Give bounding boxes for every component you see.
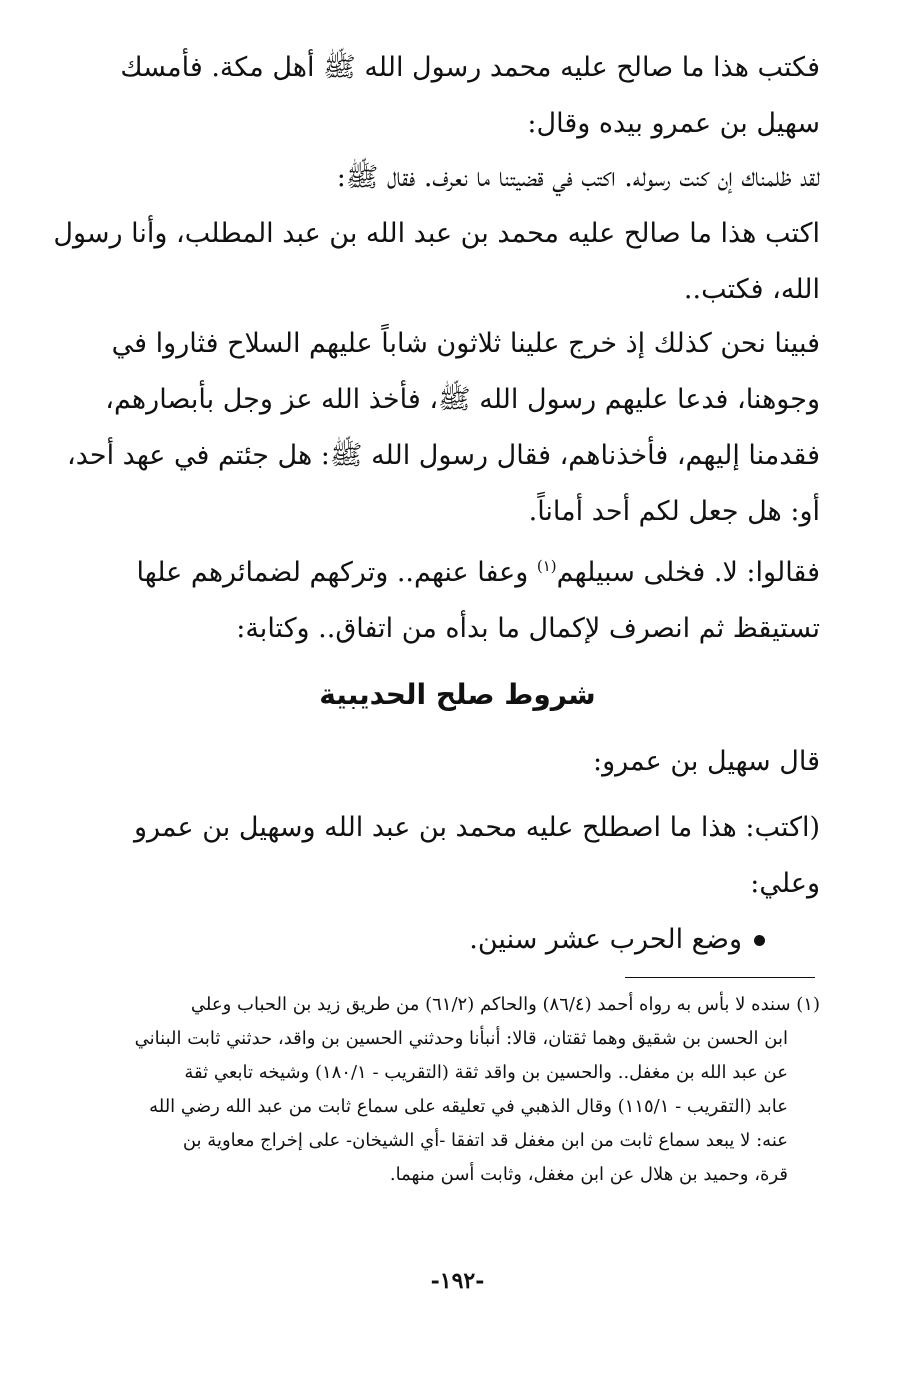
text-line: فقدمنا إليهم، فأخذناهم، فقال رسول الله ﷺ: هل جئتم في عهد أحد، <box>67 440 820 471</box>
text-segment: فقالوا: لا. فخلى سبيلهم <box>556 557 820 588</box>
text-line: قال سهيل بن عمرو: <box>593 746 820 777</box>
section-heading: شروط صلح الحديبية <box>319 678 596 711</box>
text-line: الله، فكتب.. <box>683 274 820 305</box>
footnote-line: عابد (التقريب - ١١٥/١) وقال الذهبي في تعليقه على سماع ثابت من عبد الله رضي الله <box>149 1096 788 1117</box>
text-line: فكتب هذا ما صالح عليه محمد رسول الله ﷺ أهل مكة. فأمسك <box>120 52 820 83</box>
footnote-line: عن عبد الله بن مغفل.. والحسين بن واقد ثقة (التقريب - ١٨٠/١) وشيخه تابعي ثقة <box>184 1062 788 1083</box>
bullet-dot-icon <box>754 935 765 946</box>
text-line: وعلي: <box>750 868 820 899</box>
bullet-text: وضع الحرب عشر سنين. <box>469 924 742 955</box>
footnote-separator <box>625 977 815 978</box>
bullet-item <box>469 924 765 955</box>
text-segment: وعفا عنهم.. وتركهم لضمائرهم علها <box>136 557 537 588</box>
text-line: سهيل بن عمرو بيده وقال: <box>527 108 820 139</box>
paragraph-5 <box>105 734 820 790</box>
text-line: وجوهنا، فدعا عليهم رسول الله ﷺ، فأخذ الله عز وجل بأبصارهم، <box>105 384 820 415</box>
paragraph-1 <box>105 40 820 152</box>
footnotes <box>105 988 820 1192</box>
paragraph-6 <box>105 800 820 912</box>
text-line: لقد ظلمناك إن كنت رسوله. اكتب في قضيتنا ما نعرف. فقال ﷺ: <box>336 162 820 193</box>
footnote-line: عنه: لا يبعد سماع ثابت من ابن مغفل قد اتفقا -أي الشيخان- على إخراج معاوية بن <box>182 1130 788 1151</box>
footnote-ref: (١) <box>536 557 557 575</box>
paragraph-2 <box>53 150 820 318</box>
text-line: اكتب هذا ما صالح عليه محمد بن عبد الله بن عبد المطلب، وأنا رسول <box>53 218 820 249</box>
text-line: تستيقظ ثم انصرف لإكمال ما بدأه من اتفاق.. وكتابة: <box>236 613 820 644</box>
text-line: فبينا نحن كذلك إذ خرج علينا ثلاثون شاباً عليهم السلاح فثاروا في <box>111 328 820 359</box>
footnote-line: ابن الحسن بن شقيق وهما ثقتان، قالا: أنبأنا وحدثني الحسين بن واقد، حدثني ثابت البناني <box>134 1028 788 1049</box>
text-line: أو: هل جعل لكم أحد أماناً. <box>528 496 820 527</box>
footnote-line: قرة، وحميد بن هلال عن ابن مغفل، وثابت أسن منهما. <box>389 1164 788 1185</box>
paragraph-3 <box>67 316 820 540</box>
footnote-line: (١) سنده لا بأس به رواه أحمد (٨٦/٤) والحاكم (٦١/٢) من طريق زيد بن الحباب وعلي <box>190 994 820 1015</box>
paragraph-4 <box>105 538 820 657</box>
text-line <box>105 538 820 601</box>
page-number: -١٩٢- <box>430 1268 485 1294</box>
text-line: (اكتب: هذا ما اصطلح عليه محمد بن عبد الله وسهيل بن عمرو <box>133 812 820 843</box>
